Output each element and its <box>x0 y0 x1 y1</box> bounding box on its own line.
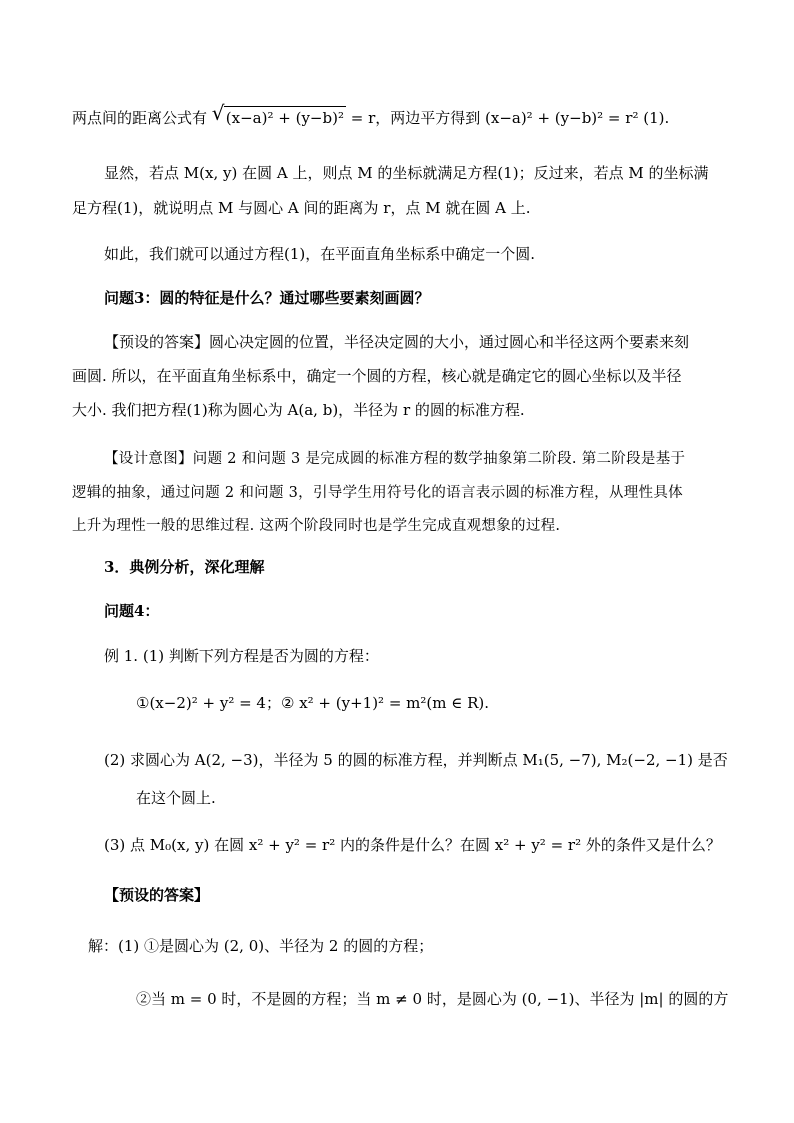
example-line: (3) 点 M₀(x, y) 在圆 x² + y² = r² 内的条件是什么？在圆 x² + y² = r² 外的条件又是什么？ <box>104 836 721 854</box>
paragraph-line: 足方程(1)，就说明点 M 与圆心 A 间的距离为 r，点 M 就在圆 A 上. <box>72 199 531 217</box>
solution-line: ②当 m = 0 时，不是圆的方程；当 m ≠ 0 时，是圆心为 (0, −1)、半径为 |m| 的圆的方 <box>136 990 729 1008</box>
design-intent-line: 上升为理性一般的思维过程. 这两个阶段同时也是学生完成直观想象的过程. <box>72 518 561 534</box>
solution-line: 解：(1) ①是圆心为 (2, 0)、半径为 2 的圆的方程； <box>88 937 434 955</box>
design-intent-line: 逻辑的抽象，通过问题 2 和问题 3，引导学生用符号化的语言表示圆的标准方程，从理性具体 <box>72 485 683 501</box>
radical-sign: √ <box>211 101 225 125</box>
question-heading: 问题3：圆的特征是什么？通过哪些要素刻画圆？ <box>104 289 430 307</box>
example-line: 例 1. (1) 判断下列方程是否为圆的方程： <box>104 647 379 665</box>
paragraph-line: 如此，我们就可以通过方程(1)，在平面直角坐标系中确定一个圆. <box>104 245 536 263</box>
equation-line: ①(x−2)² + y² = 4；② x² + (y+1)² = m²(m ∈ R). <box>136 694 490 712</box>
answer-heading: 【预设的答案】 <box>104 886 210 904</box>
design-intent-line: 【设计意图】问题 2 和问题 3 是完成圆的标准方程的数学抽象第二阶段. 第二阶段是基于 <box>104 451 686 467</box>
answer-line: 画圆. 所以，在平面直角坐标系中，确定一个圆的方程，核心就是确定它的圆心坐标以及半径 <box>72 367 682 385</box>
square-root <box>211 101 346 129</box>
answer-line: 【预设的答案】圆心决定圆的位置，半径决定圆的大小，通过圆心和半径这两个要素来刻 <box>104 333 690 351</box>
example-line: (2) 求圆心为 A(2, −3)，半径为 5 的圆的标准方程，并判断点 M₁(5, −7), M₂(−2, −1) 是否 <box>104 751 728 769</box>
paragraph-line: 显然，若点 M(x, y) 在圆 A 上，则点 M 的坐标就满足方程(1)；反过来，若点 M 的坐标满 <box>104 164 709 182</box>
distance-formula-line <box>72 101 670 129</box>
example-line: 在这个圆上. <box>136 789 216 807</box>
radicand: (x−a)² + (y−b)² <box>224 106 346 129</box>
text-segment: 两点间的距离公式有 <box>72 109 208 127</box>
answer-line: 大小. 我们把方程(1)称为圆心为 A(a, b)，半径为 r 的圆的标准方程. <box>72 401 525 419</box>
section-heading: 3．典例分析，深化理解 <box>104 558 265 576</box>
question-heading: 问题4： <box>104 602 160 620</box>
text-segment: = r，两边平方得到 (x−a)² + (y−b)² = r² (1). <box>350 109 670 127</box>
